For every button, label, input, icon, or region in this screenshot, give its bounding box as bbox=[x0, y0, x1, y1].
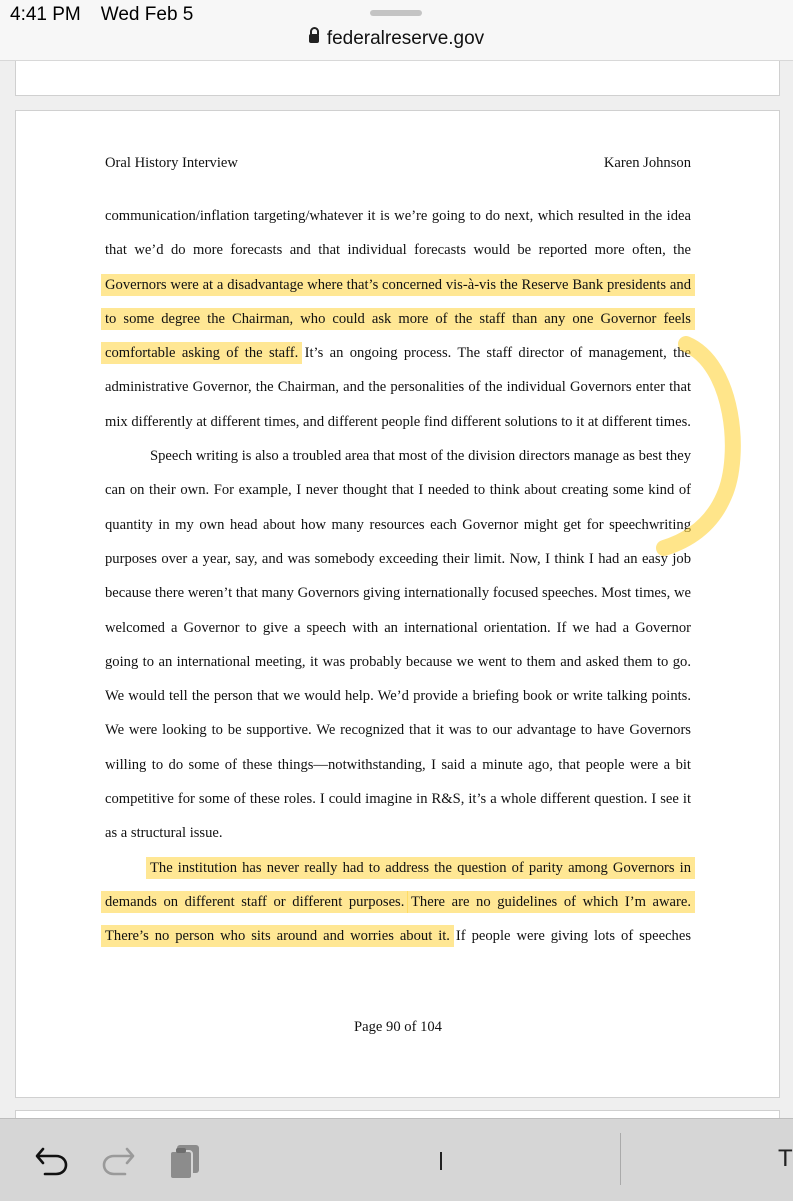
status-bar bbox=[0, 0, 793, 61]
text-format-button[interactable]: T bbox=[778, 1145, 793, 1172]
clipboard-icon bbox=[163, 1139, 207, 1183]
url-text: federalreserve.gov bbox=[326, 28, 485, 49]
paragraph-1-text-a: communication/inflation targeting/whatever it is we’re going to do next, which resulted in the idea that we’d do more forecasts and that individual forecasts would be reported more often, the bbox=[105, 208, 691, 259]
paragraph-3-text-b: If people were giving lots of speeches bbox=[449, 928, 691, 945]
text-cursor-icon bbox=[440, 1152, 442, 1170]
undo-button[interactable] bbox=[30, 1139, 74, 1183]
lock-icon bbox=[309, 34, 319, 43]
highlight-3[interactable]: There are no guidelines of which I’m aware. There’s no person who sits around and worries about it. bbox=[101, 891, 695, 947]
paragraph-2: Speech writing is also a troubled area that most of the division directors manage as best they can on their own. For example, I never thought that I needed to think about creating some kind of quantity in my own head about how many resources each Governor might get for speechwriting purposes over a year, say, and was somebody exceeding their limit. Now, I think I had an easy job because there weren’t that many Governors giving internationally focused speeches. Most times, we welcomed a Governor to give a speech with an international orientation. If we had a Governor going to an international meeting, it was probably because we went to them and asked them to go. We would tell the person that we would help. We’d provide a briefing book or write talking points. We were looking to be supportive. We recognized that it was to our advantage to have Governors willing to do some of these things—notwithstanding, I said a minute ago, that people were a bit competitive for some of these roles. I could imagine in R&S, it’s a whole different question. I see it as a structural issue. bbox=[105, 448, 691, 842]
url-bar[interactable] bbox=[0, 28, 793, 50]
paragraph-3 bbox=[105, 851, 691, 954]
highlight-1[interactable]: Governors were at a disadvantage where that’s concerned vis-à-vis the Reserve Bank presidents and to some degree the Chairman, who could ask more of the staff than any one Governor feels comfortable asking of the staff. bbox=[101, 274, 695, 365]
document-page bbox=[15, 110, 780, 1098]
header-title: Oral History Interview bbox=[105, 155, 238, 171]
bottom-toolbar bbox=[0, 1118, 793, 1201]
redo-icon bbox=[96, 1139, 140, 1183]
paragraph-1-text-b: It’s an ongoing process. The staff director of management, the administrative Governor, the Chairman, and the personalities of the individual Governors enter that mix differently at different times, and different people find different solutions to it at different times. bbox=[105, 345, 691, 430]
status-time: 4:41 PM bbox=[10, 4, 81, 25]
previous-page bbox=[15, 61, 780, 96]
multitasking-grabber[interactable] bbox=[370, 10, 422, 16]
paragraph-1 bbox=[105, 199, 691, 439]
redo-button[interactable] bbox=[96, 1139, 140, 1183]
document-body bbox=[105, 151, 691, 1035]
highlight-2[interactable]: The institution has never really had to address the question of parity among Governors in demands on different staff or different purposes. bbox=[101, 857, 695, 913]
undo-icon bbox=[30, 1139, 74, 1183]
toolbar-separator bbox=[620, 1133, 621, 1185]
clipboard-button[interactable] bbox=[163, 1139, 207, 1183]
status-time-date bbox=[10, 4, 193, 26]
status-date: Wed Feb 5 bbox=[100, 4, 194, 25]
header-author: Karen Johnson bbox=[603, 155, 691, 171]
page-header bbox=[105, 151, 691, 199]
page-number: Page 90 of 104 bbox=[354, 1019, 442, 1035]
